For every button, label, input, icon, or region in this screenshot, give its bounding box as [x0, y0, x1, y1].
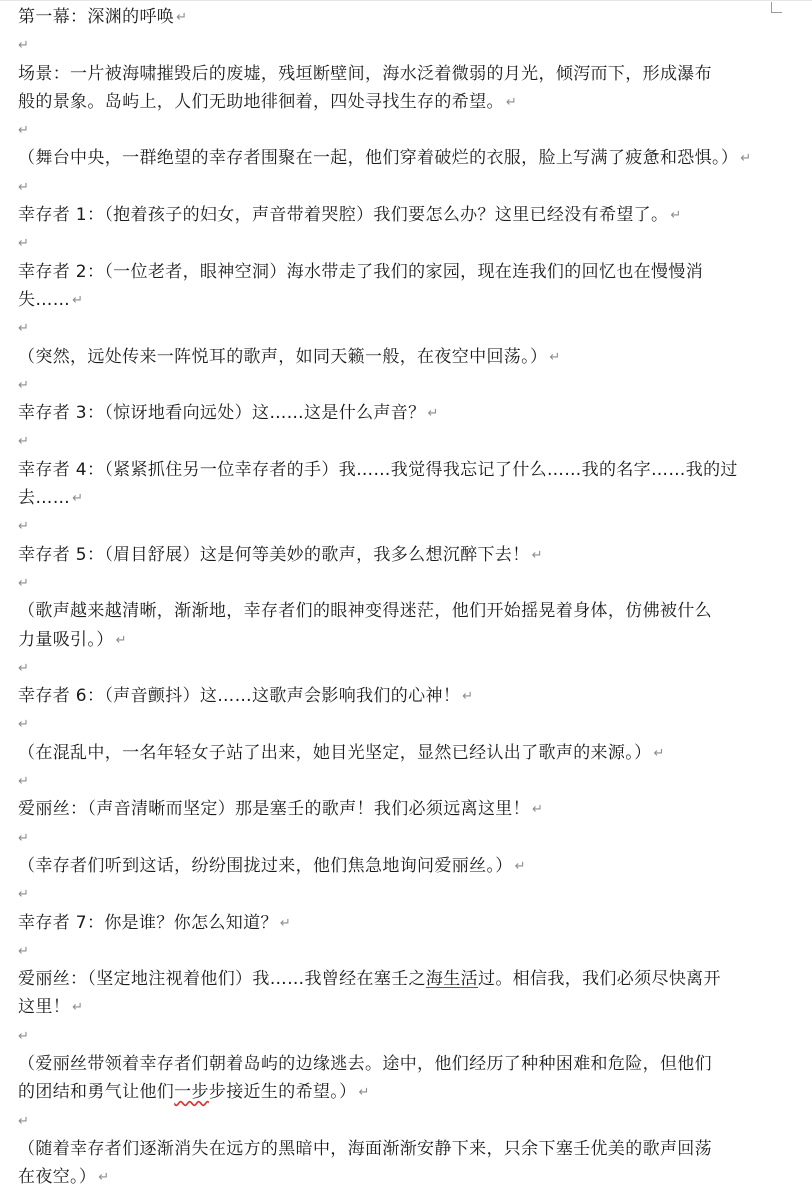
blank-line[interactable] [18, 116, 788, 144]
line-text: 在夜空。） [18, 1167, 97, 1188]
blank-line[interactable] [18, 654, 788, 682]
blank-line[interactable] [18, 824, 788, 852]
text-line[interactable] [18, 456, 788, 484]
blank-line[interactable] [18, 1022, 788, 1050]
paragraph-mark-icon: ↵ [176, 10, 188, 25]
paragraph-mark-icon: ↵ [18, 321, 30, 337]
paragraph-mark-icon: ↵ [670, 208, 682, 224]
text-line[interactable] [18, 965, 788, 993]
line-text: 失…… [18, 289, 71, 310]
text-line[interactable] [18, 1135, 788, 1163]
text-line[interactable] [18, 201, 788, 229]
line-text: 幸存者 6：（声音颤抖）这……这歌声会影响我们的心神！ [18, 686, 461, 707]
paragraph-mark-icon: ↵ [18, 434, 30, 450]
text-line[interactable] [18, 993, 788, 1021]
paragraph-mark-icon: ↵ [72, 491, 84, 507]
line-text: （舞台中央，一群绝望的幸存者围聚在一起，他们穿着破烂的衣服，脸上写满了疲惫和恐惧。） [18, 148, 739, 169]
paragraph-mark-icon: ↵ [72, 1000, 84, 1016]
line-text: 第一幕：深渊的呼唤 [18, 7, 175, 27]
text-line[interactable] [18, 286, 788, 314]
text-line[interactable] [18, 1163, 788, 1191]
line-text: 这里！ [18, 997, 71, 1018]
text-line[interactable] [18, 258, 788, 286]
line-text: 场景：一片被海啸摧毁后的废墟，残垣断壁间，海水泛着微弱的月光，倾泻而下，形成瀑布 [18, 63, 712, 84]
paragraph-mark-icon: ↵ [18, 717, 30, 733]
paragraph-mark-icon: ↵ [18, 887, 30, 903]
line-text: 幸存者 2：（一位老者，眼神空洞）海水带走了我们的家园，现在连我们的回忆也在慢慢消 [18, 261, 704, 282]
paragraph-mark-icon: ↵ [549, 349, 561, 365]
line-text: 爱丽丝：（声音清晰而坚定）那是塞壬的歌声！我们必须远离这里！ [18, 799, 530, 820]
paragraph-mark-icon: ↵ [18, 660, 30, 676]
paragraph-mark-icon: ↵ [18, 179, 30, 195]
paragraph-mark-icon: ↵ [18, 38, 30, 54]
paragraph-mark-icon: ↵ [505, 94, 518, 110]
paragraph-mark-icon: ↵ [18, 377, 30, 393]
text-line[interactable] [18, 541, 788, 569]
text-line[interactable] [18, 739, 788, 767]
paragraph-mark-icon: ↵ [740, 151, 752, 167]
text-line[interactable] [18, 88, 788, 116]
line-text: 幸存者 1：（抱着孩子的妇女，声音带着哭腔）我们要怎么办？这里已经没有希望了。 [18, 205, 669, 226]
blank-line[interactable] [18, 1107, 788, 1135]
text-line[interactable] [18, 852, 788, 880]
blank-line[interactable] [18, 710, 788, 738]
paragraph-mark-icon: ↵ [18, 123, 30, 139]
line-text: 幸存者 7：你是谁？你怎么知道？ [18, 912, 278, 933]
line-text: （歌声越来越清晰，渐渐地，幸存者们的眼神变得迷茫，他们开始摇晃着身体，仿佛被什么 [18, 601, 712, 622]
blank-line[interactable] [18, 427, 788, 455]
text-line[interactable] [18, 682, 788, 710]
blank-line[interactable] [18, 512, 788, 540]
text-segment: 步接近生的希望。） [208, 1082, 357, 1103]
paragraph-mark-icon: ↵ [18, 1028, 30, 1044]
text-line[interactable] [18, 1078, 788, 1106]
paragraph-mark-icon: ↵ [279, 915, 292, 931]
text-line[interactable] [18, 597, 788, 625]
line-text: 力量吸引。） [18, 629, 114, 650]
paragraph-mark-icon: ↵ [653, 745, 665, 761]
line-text: （突然，远处传来一阵悦耳的歌声，如同天籁一般，在夜空中回荡。） [18, 346, 548, 367]
paragraph-mark-icon: ↵ [115, 632, 127, 648]
paragraph-mark-icon: ↵ [18, 830, 30, 846]
line-text: （随着幸存者们逐渐消失在远方的黑暗中，海面渐渐安静下来，只余下塞壬优美的歌声回荡 [18, 1138, 712, 1159]
line-text: 般的景象。岛屿上，人们无助地徘徊着，四处寻找生存的希望。 [18, 91, 504, 112]
line-text: 去…… [18, 488, 71, 509]
blank-line[interactable] [18, 937, 788, 965]
text-line[interactable] [18, 399, 788, 427]
paragraph-mark-icon: ↵ [531, 547, 543, 563]
text-segment: 爱丽丝：（坚定地注视着他们）我……我曾经在塞壬之 [18, 969, 426, 990]
blank-line[interactable] [18, 314, 788, 342]
text-line[interactable] [18, 795, 788, 823]
paragraph-mark-icon: ↵ [18, 575, 30, 591]
text-line[interactable] [18, 626, 788, 654]
text-line[interactable] [18, 343, 788, 371]
blank-line[interactable] [18, 371, 788, 399]
paragraph-mark-icon: ↵ [462, 689, 474, 705]
paragraph-mark-icon: ↵ [18, 519, 30, 535]
text-line[interactable] [18, 484, 788, 512]
line-text: 幸存者 4：（紧紧抓住另一位幸存者的手）我……我觉得我忘记了什么……我的名字……我的过 [18, 459, 738, 480]
text-line[interactable] [18, 3, 788, 31]
blank-line[interactable] [18, 31, 788, 59]
blank-line[interactable] [18, 173, 788, 201]
text-line[interactable] [18, 909, 788, 937]
line-text: 幸存者 5：（眉目舒展）这是何等美妙的歌声，我多么想沉醉下去！ [18, 544, 530, 565]
grammar-underlined-text: 海生活 [425, 969, 478, 990]
paragraph-mark-icon: ↵ [427, 406, 439, 422]
text-segment: 过。相信我，我们必须尽快离开 [477, 969, 721, 990]
paragraph-mark-icon: ↵ [18, 236, 30, 252]
line-text: （在混乱中，一名年轻女子站了出来，她目光坚定，显然已经认出了歌声的来源。） [18, 742, 652, 763]
blank-line[interactable] [18, 767, 788, 795]
paragraph-mark-icon: ↵ [514, 858, 526, 874]
paragraph-mark-icon: ↵ [18, 1113, 30, 1129]
document-body[interactable] [18, 3, 788, 1191]
line-text: （幸存者们听到这话，纷纷围拢过来，他们焦急地询问爱丽丝。） [18, 855, 513, 876]
text-segment: 的团结和勇气让他们 [18, 1082, 175, 1103]
paragraph-mark-icon: ↵ [98, 1170, 110, 1186]
blank-line[interactable] [18, 229, 788, 257]
line-text: 幸存者 3：（惊讶地看向远处）这……这是什么声音？ [18, 403, 426, 424]
paragraph-mark-icon: ↵ [358, 1085, 370, 1101]
paragraph-mark-icon: ↵ [18, 943, 30, 959]
text-line[interactable] [18, 1050, 788, 1078]
text-line[interactable] [18, 144, 788, 172]
blank-line[interactable] [18, 569, 788, 597]
paragraph-mark-icon: ↵ [18, 774, 30, 790]
blank-line[interactable] [18, 880, 788, 908]
page-top-rule [0, 0, 812, 1]
paragraph-mark-icon: ↵ [532, 802, 544, 818]
line-text: （爱丽丝带领着幸存者们朝着岛屿的边缘逃去。途中，他们经历了种种困难和危险，但他们 [18, 1053, 712, 1074]
spelling-underlined-text: 一步 [174, 1082, 209, 1103]
text-line[interactable] [18, 60, 788, 88]
paragraph-mark-icon: ↵ [72, 292, 84, 308]
